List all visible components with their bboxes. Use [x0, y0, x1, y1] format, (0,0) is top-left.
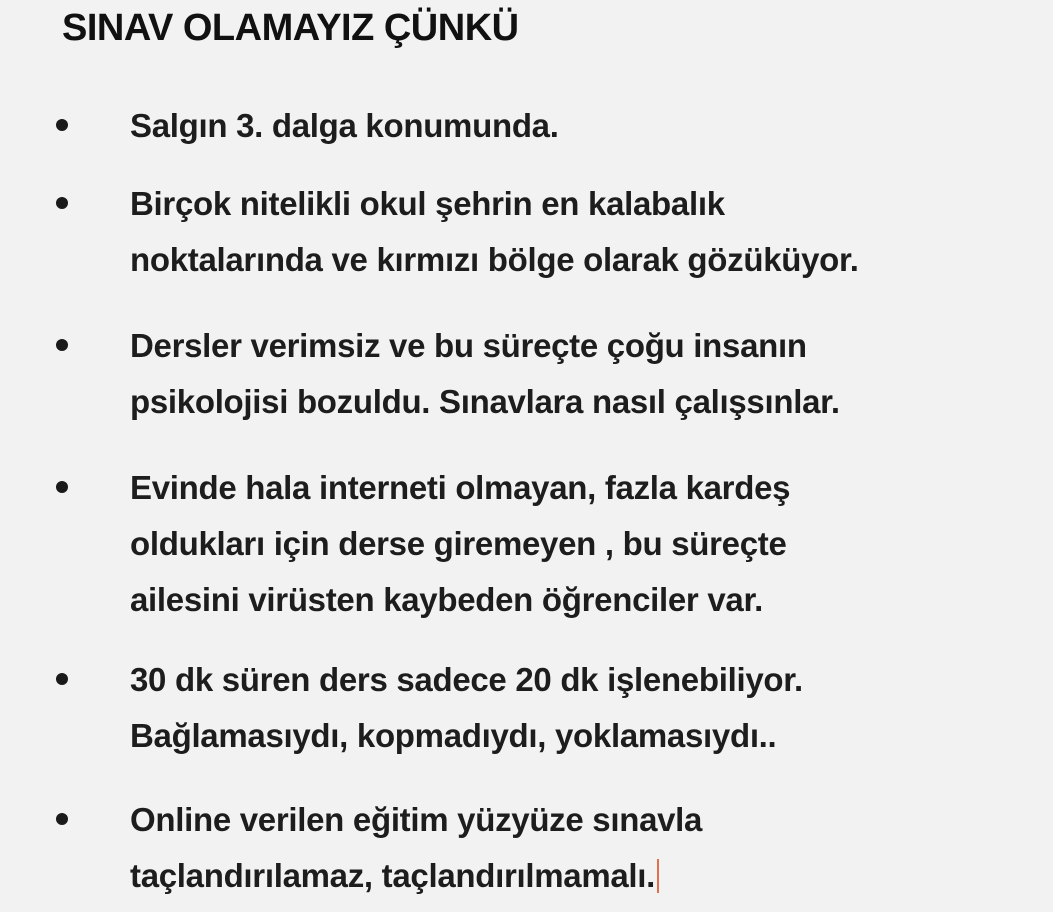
list-item-line: Birçok nitelikli okul şehrin en kalabalık — [130, 185, 725, 222]
list-item-text — [130, 98, 1046, 154]
text-cursor-icon — [657, 859, 659, 893]
list-item-line: oldukları için derse giremeyen , bu süreçte — [130, 525, 787, 562]
list-item — [56, 318, 1046, 460]
bullet-icon — [56, 119, 68, 131]
list-item-line: psikolojisi bozuldu. Sınavlara nasıl çalışsınlar. — [130, 383, 840, 420]
list-item — [56, 460, 1046, 652]
list-item-text — [130, 176, 1046, 288]
list-item-line: 30 dk süren ders sadece 20 dk işlenebiliyor. — [130, 661, 803, 698]
list-item-text — [130, 792, 1046, 904]
list-item-line: Salgın 3. dalga konumunda. — [130, 107, 559, 144]
list-item-line: ailesini virüsten kaybeden öğrenciler var. — [130, 581, 764, 618]
bullet-icon — [56, 813, 68, 825]
list-item-text — [130, 318, 1046, 430]
list-item — [56, 792, 1046, 912]
bullet-icon — [56, 339, 68, 351]
list-item-line: Bağlamasıydı, kopmadıydı, yoklamasıydı.. — [130, 717, 777, 754]
list-item — [56, 652, 1046, 792]
list-item-line: Evinde hala interneti olmayan, fazla kardeş — [130, 469, 791, 506]
list-item-line: noktalarında ve kırmızı bölge olarak gözüküyor. — [130, 241, 859, 278]
bullet-icon — [56, 197, 68, 209]
list-item — [56, 176, 1046, 318]
list-item-text — [130, 652, 1046, 764]
bullet-icon — [56, 481, 68, 493]
list-item-line: Dersler verimsiz ve bu süreçte çoğu insanın — [130, 327, 807, 364]
list-item-line-with-caret[interactable] — [130, 848, 1046, 904]
document-title: SINAV OLAMAYIZ ÇÜNKÜ — [62, 7, 519, 49]
list-item-line: Online verilen eğitim yüzyüze sınavla — [130, 801, 703, 838]
list-item-text — [130, 460, 1046, 628]
list-item-line: taçlandırılamaz, taçlandırılmamalı. — [130, 857, 656, 894]
bullet-icon — [56, 673, 68, 685]
list-item — [56, 98, 1046, 176]
bullet-list — [56, 98, 1046, 912]
